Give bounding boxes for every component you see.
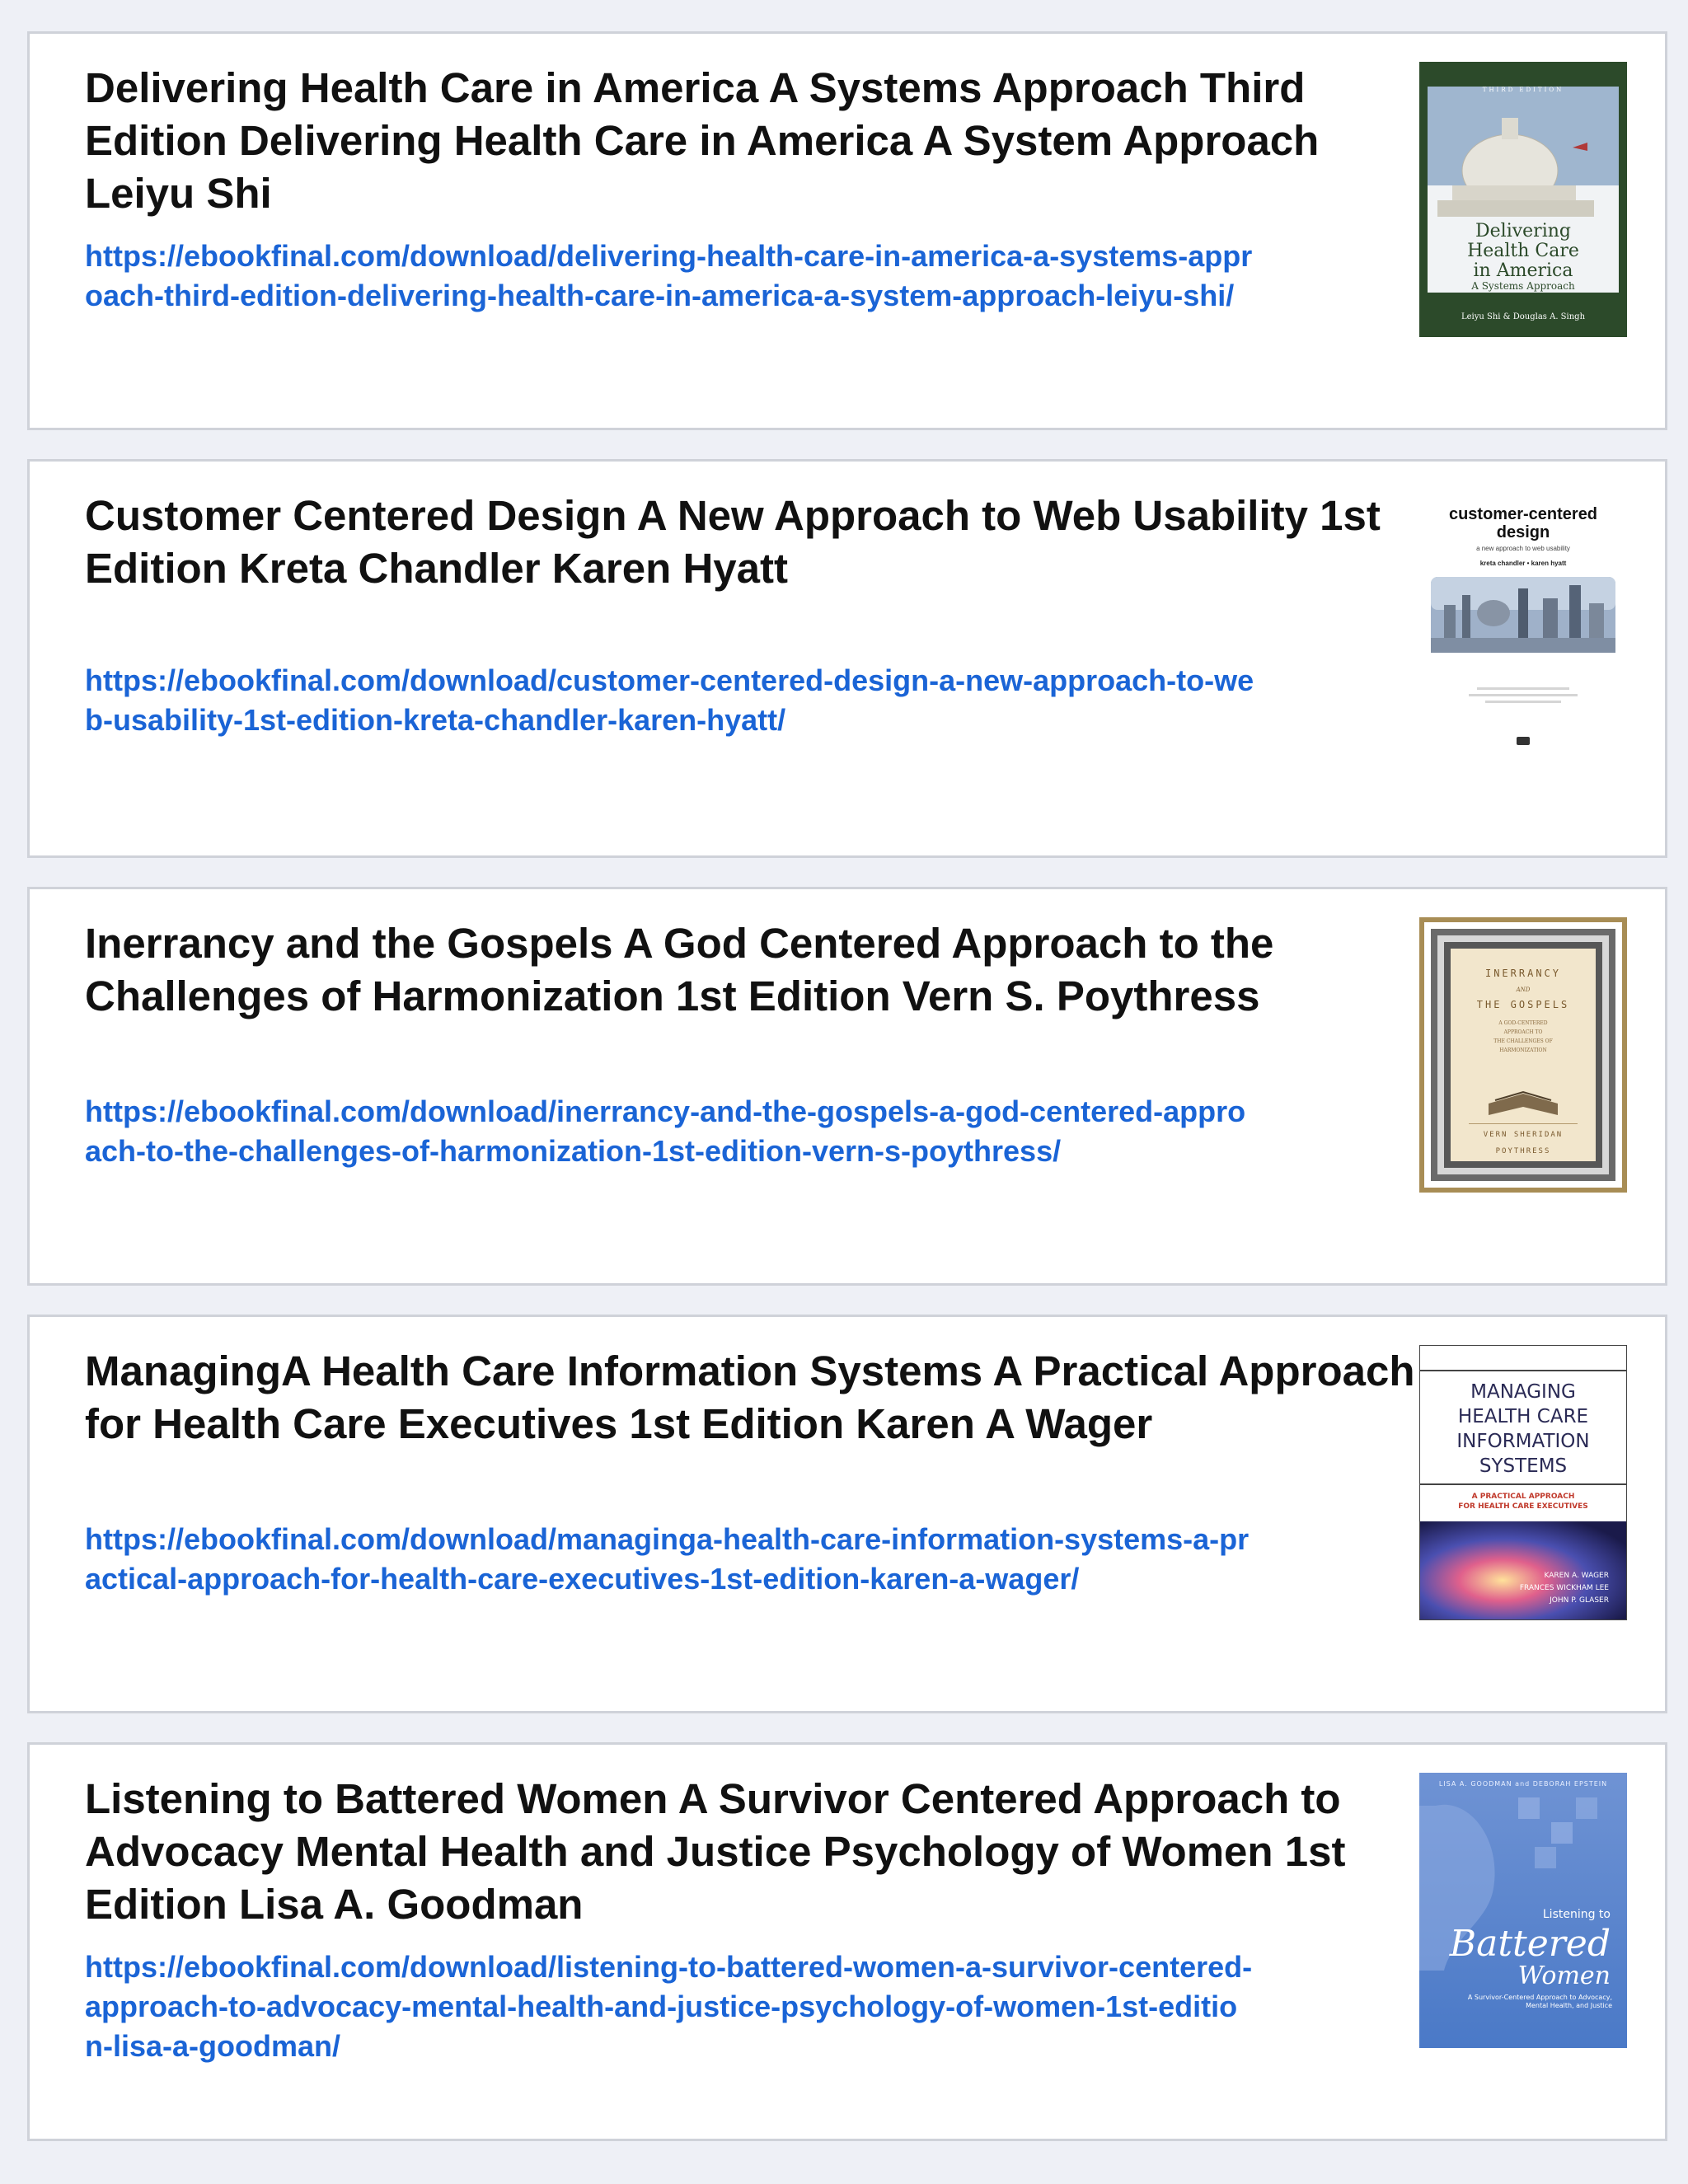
cover-title-line-4: SYSTEMS [1479, 1455, 1568, 1477]
cover-title-line-2: HEALTH CARE [1457, 1406, 1589, 1427]
cover-subtitle-line-1: A GOD-CENTERED [1498, 1020, 1548, 1026]
book-cover-image[interactable] [1419, 62, 1627, 337]
book-cover-image[interactable] [1419, 917, 1627, 1193]
cover-authors: LISA A. GOODMAN and DEBORAH EPSTEIN [1438, 1780, 1608, 1788]
book-title: Listening to Battered Women A Survivor Centered Approach to Advocacy Mental Health and Justice Psychology of Women 1st Edition Lisa A. Goodman [85, 1775, 1346, 1928]
book-download-link[interactable]: https://ebookfinal.com/download/customer-centered-design-a-new-approach-to-web-usability-1st-edition-kreta-chandler-karen-hyatt/ [85, 663, 1254, 737]
book-download-link[interactable]: https://ebookfinal.com/download/inerrancy-and-the-gospels-a-god-centered-approach-to-the-challenges-of-harmonization-1st-edition-vern-s-poythress/ [85, 1094, 1246, 1168]
cover-edition: THIRD EDITION [1482, 87, 1564, 93]
book-title: Customer Centered Design A New Approach to Web Usability 1st Edition Kreta Chandler Karen Hyatt [85, 492, 1381, 592]
cover-title-line-1: INERRANCY [1484, 968, 1562, 979]
book-cover-image[interactable] [1419, 490, 1627, 765]
cover-subtitle-line-2: FOR HEALTH CARE EXECUTIVES [1458, 1502, 1588, 1511]
book-card [27, 31, 1667, 430]
book-download-link[interactable]: https://ebookfinal.com/download/listening-to-battered-women-a-survivor-centered-approach-to-advocacy-mental-health-and-justice-psychology-of-women-1st-edition-lisa-a-goodman/ [85, 1950, 1253, 2063]
battered-women-cover-art [1419, 1773, 1627, 2048]
cover-subtitle-line-3: THE CHALLENGES OF [1493, 1038, 1553, 1044]
managing-cover-art [1419, 1345, 1627, 1620]
cover-title-line-3: in America [1473, 260, 1573, 281]
cover-title-line-2: AND [1516, 987, 1531, 993]
cover-title-line-3: Women [1517, 1961, 1611, 1990]
book-download-link[interactable]: https://ebookfinal.com/download/delivering-health-care-in-america-a-systems-approach-third-edition-delivering-health-care-in-america-a-system-approach-leiyu-shi/ [85, 239, 1253, 312]
cover-subtitle: A Survivor-Centered Approach to Advocacy, Mental Health, and Justice [1467, 1994, 1612, 2009]
capitol-cover-art [1419, 62, 1627, 337]
book-title: ManagingA Health Care Information Systems A Practical Approach for Health Care Executives 1st Edition Karen A Wager [85, 1347, 1415, 1447]
cover-author-line-1: VERN SHERIDAN [1483, 1131, 1564, 1139]
book-cover-image[interactable] [1419, 1773, 1627, 2048]
book-card [27, 1315, 1667, 1713]
gospels-cover-art [1419, 917, 1627, 1193]
book-card [27, 887, 1667, 1286]
book-card [27, 459, 1667, 858]
skyline-cover-art [1419, 490, 1627, 765]
book-card [27, 1742, 1667, 2141]
book-title: Delivering Health Care in America A Systems Approach Third Edition Delivering Health Care in America A System Approach Leiyu Shi [85, 64, 1320, 217]
cover-title-line-1: customer-centered [1448, 505, 1598, 523]
cover-author-line-3: JOHN P. GLASER [1550, 1596, 1609, 1605]
cover-title-line-2: Battered [1449, 1923, 1611, 1965]
cover-authors: Leiyu Shi & Douglas A. Singh [1461, 312, 1586, 321]
cover-subtitle: A Systems Approach [1471, 280, 1575, 292]
cover-title-line-1: Delivering [1475, 221, 1571, 241]
cover-author-line-1: KAREN A. WAGER [1544, 1572, 1609, 1580]
cover-title-line-1: MANAGING [1470, 1381, 1576, 1403]
cover-author-line-2: POYTHRESS [1495, 1147, 1551, 1155]
cover-authors: kreta chandler • karen hyatt [1479, 560, 1567, 567]
cover-author-line-2: FRANCES WICKHAM LEE [1519, 1584, 1609, 1592]
book-cover-image[interactable] [1419, 1345, 1627, 1620]
book-title: Inerrancy and the Gospels A God Centered Approach to the Challenges of Harmonization 1st Edition Vern S. Poythress [85, 920, 1274, 1019]
cover-subtitle-line-2: APPROACH TO [1503, 1029, 1543, 1035]
cover-subtitle: a new approach to web usability [1476, 545, 1570, 552]
cover-title-line-3: INFORMATION [1456, 1431, 1590, 1452]
book-download-link[interactable]: https://ebookfinal.com/download/managinga-health-care-information-systems-a-practical-approach-for-health-care-executives-1st-edition-karen-a-wager/ [85, 1522, 1250, 1596]
cover-title-line-2: design [1496, 523, 1550, 541]
cover-subtitle-line-1: A PRACTICAL APPROACH [1471, 1493, 1575, 1501]
cover-title-line-2: Health Care [1467, 241, 1579, 261]
cover-title-line-1: Listening to [1542, 1908, 1611, 1921]
cover-title-line-3: THE GOSPELS [1476, 999, 1570, 1010]
cover-subtitle-line-4: HARMONIZATION [1499, 1047, 1547, 1053]
